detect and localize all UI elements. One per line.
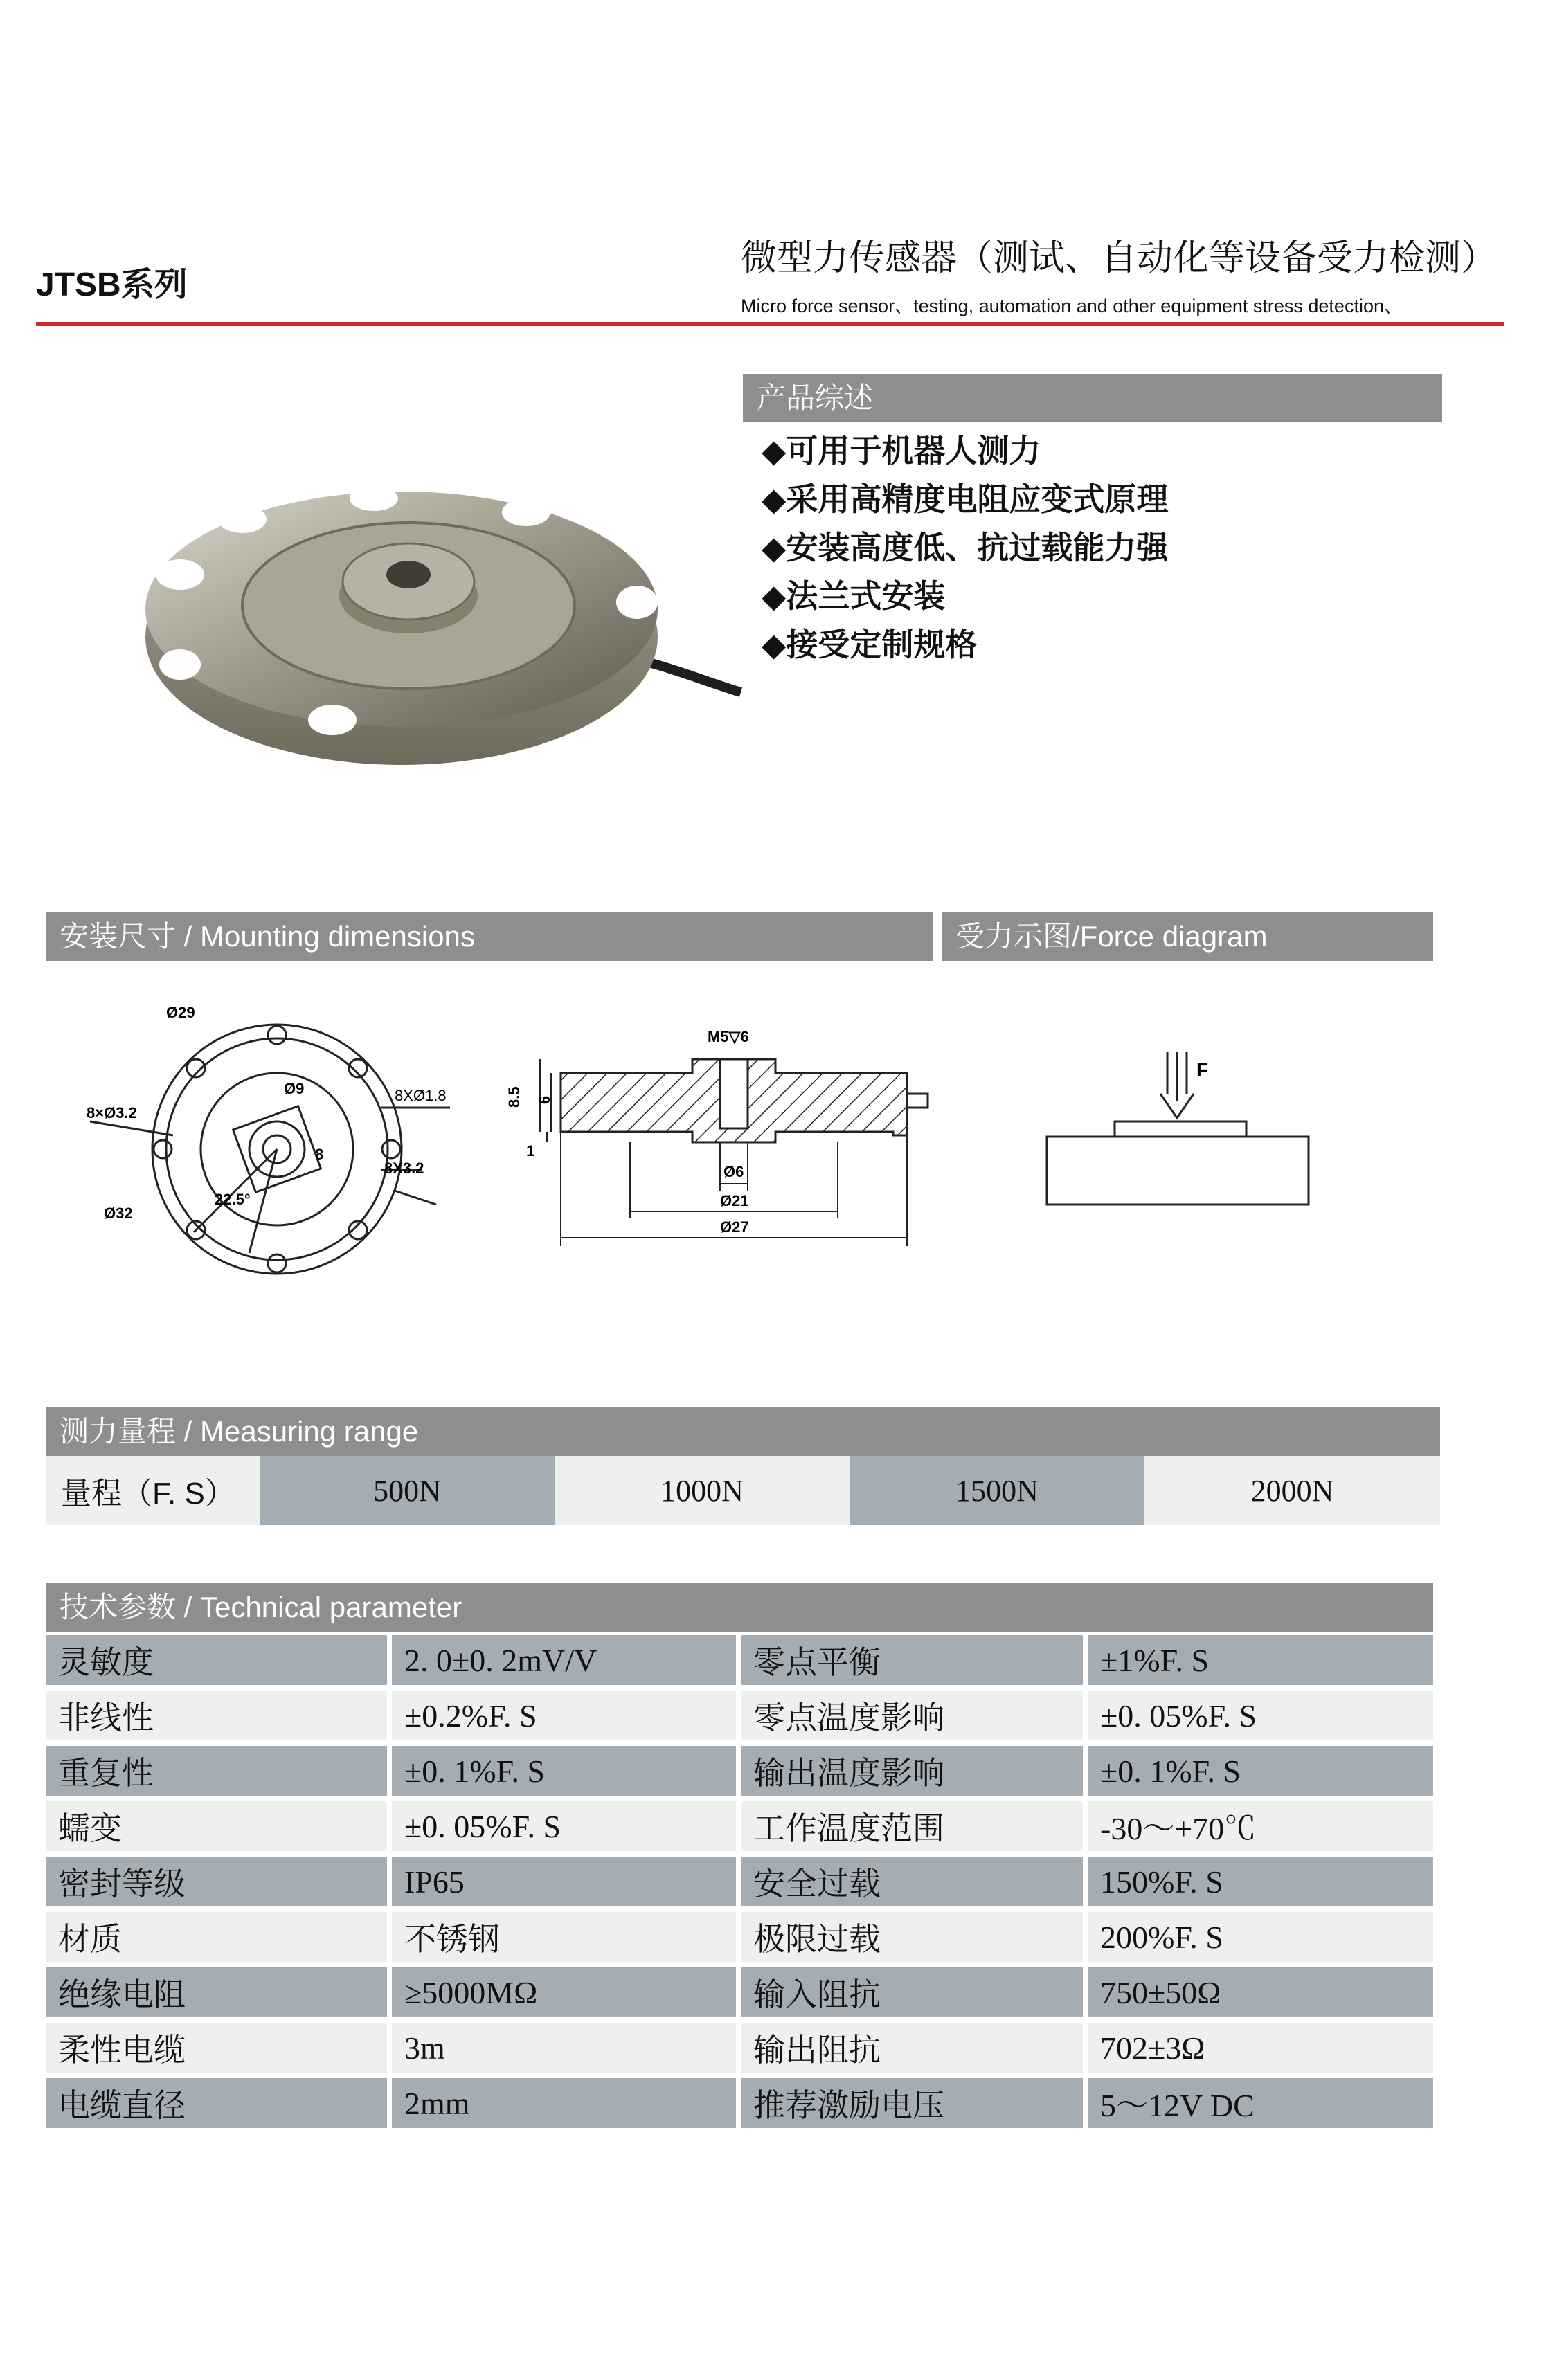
param-value: 3m [392,2023,736,2073]
dim-d32: Ø32 [104,1205,133,1222]
param-value: ≥5000MΩ [392,1967,736,2017]
mounting-header [46,912,933,961]
param-value: 不锈钢 [392,1912,736,1962]
param-name: 零点温度影响 [741,1691,1083,1740]
tech-title-cn: 技术参数 [60,1591,177,1623]
tech-header [46,1583,1433,1632]
param-name: 输出温度影响 [741,1746,1083,1796]
range-header [46,1407,1440,1456]
param-name: 蠕变 [46,1801,387,1851]
param-name: 工作温度范围 [741,1801,1083,1851]
feature-item: ◆可用于机器人测力 [762,433,1041,469]
overview-title: 产品综述 [757,381,874,414]
param-value: ±0. 05%F. S [392,1801,736,1851]
product-photo [138,478,748,782]
param-value: 150%F. S [1088,1857,1433,1906]
force-title: 受力示图/Force diagram [955,920,1268,953]
dim-d29: Ø29 [166,1004,195,1021]
range-value-cell: 500N [260,1456,555,1525]
force-label: F [1196,1059,1209,1081]
feature-item: ◆接受定制规格 [762,626,978,662]
mounting-title-en: Mounting dimensions [200,920,475,953]
range-label: 量程（F. S） [46,1456,260,1525]
param-value: ±0. 1%F. S [392,1746,736,1796]
dim-holes: 8×Ø3.2 [87,1104,137,1121]
dim-8: 8 [315,1146,324,1163]
param-value: ±0. 1%F. S [1088,1746,1433,1796]
param-value: ±0.2%F. S [392,1691,736,1740]
param-value: -30～+70℃ [1088,1801,1433,1851]
param-name: 密封等级 [46,1857,387,1906]
param-name: 绝缘电阻 [46,1967,387,2017]
dim-holes2: 8XØ1.8 [395,1087,447,1104]
tech-title-en: Technical parameter [200,1591,462,1623]
param-name: 安全过载 [741,1857,1083,1906]
dim-h1: 1 [526,1142,535,1160]
overview-header [743,374,1442,422]
param-name: 零点平衡 [741,1635,1083,1685]
param-value: 200%F. S [1088,1912,1433,1962]
param-name: 材质 [46,1912,387,1962]
range-value-cell: 1000N [555,1456,850,1525]
dim-d6: Ø6 [723,1163,744,1180]
dim-d27: Ø27 [720,1218,749,1236]
dim-angle: 22.5° [215,1191,251,1208]
dim-h85: 8.5 [505,1086,523,1108]
param-name: 重复性 [46,1746,387,1796]
feature-item: ◆法兰式安装 [762,578,946,614]
param-value: IP65 [392,1857,736,1906]
param-value: 5～12V DC [1088,2078,1433,2128]
param-value: 702±3Ω [1088,2023,1433,2073]
param-name: 输入阻抗 [741,1967,1083,2017]
range-row [46,1456,1440,1525]
param-value: 750±50Ω [1088,1967,1433,2017]
mounting-title-cn: 安装尺寸 [60,920,177,953]
mounting-top-view [76,997,478,1301]
param-name: 非线性 [46,1691,387,1740]
range-sep: / [176,1415,201,1448]
header-divider [36,322,1504,326]
feature-item: ◆安装高度低、抗过载能力强 [762,530,1169,566]
dim-d9: Ø9 [284,1080,305,1097]
range-title-cn: 测力量程 [60,1415,177,1448]
range-value-cell: 2000N [1144,1456,1440,1525]
param-name: 输出阻抗 [741,2023,1083,2073]
param-value: ±0. 05%F. S [1088,1691,1433,1740]
series-title: JTSB系列 [36,267,188,303]
param-name: 柔性电缆 [46,2023,387,2073]
product-title-en: Micro force sensor、testing, automation and other equipment stress detection、 [741,296,1403,316]
param-value: 2mm [392,2078,736,2128]
force-header [942,912,1433,961]
mounting-side-view [505,1018,935,1253]
product-title-cn: 微型力传感器（测试、自动化等设备受力检测） [741,238,1498,278]
tech-sep: / [176,1591,201,1623]
feature-item: ◆采用高精度电阻应变式原理 [762,481,1169,517]
dim-8x32: 8X3.2 [384,1160,424,1177]
dim-h6: 6 [536,1095,553,1104]
param-name: 推荐激励电压 [741,2078,1083,2128]
param-name: 极限过载 [741,1912,1083,1962]
force-diagram [1039,1038,1329,1218]
param-value: ±1%F. S [1088,1635,1433,1685]
range-value-cell: 1500N [850,1456,1144,1525]
mounting-sep: / [176,920,201,953]
param-value: 2. 0±0. 2mV/V [392,1635,736,1685]
dim-d21: Ø21 [720,1192,749,1209]
param-name: 灵敏度 [46,1635,387,1685]
param-name: 电缆直径 [46,2078,387,2128]
dim-thread: M5▽6 [708,1028,749,1045]
range-title-en: Measuring range [200,1415,419,1448]
